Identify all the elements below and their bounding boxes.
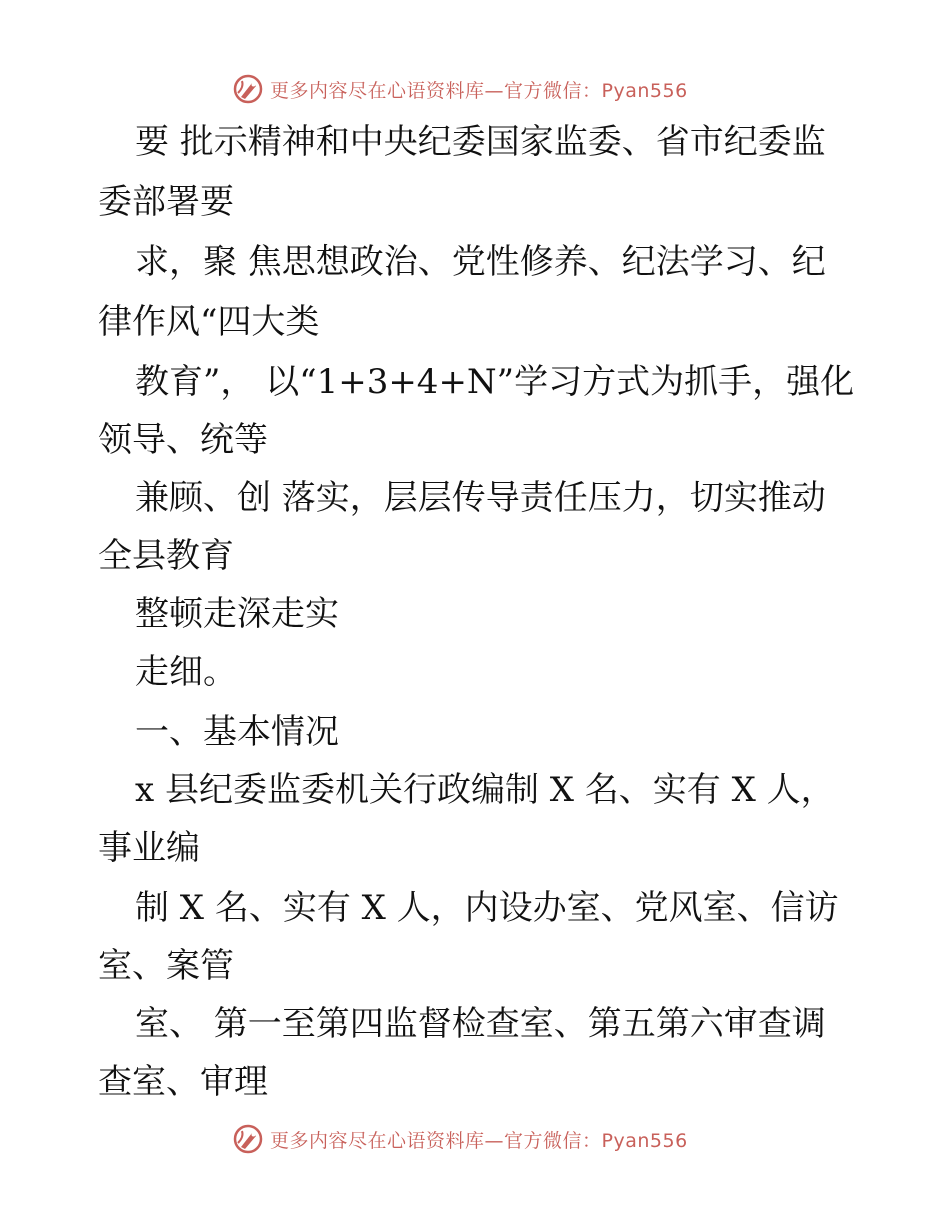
text-line: 走细。 — [135, 652, 237, 692]
text-line: 委部署要 — [98, 182, 234, 222]
text-line: 室、 第一至第四监督检查室、第五第六审查调 — [135, 1004, 826, 1044]
text-line: 教育”， 以“1+3+4+N”学习方式为抓手，强化 — [135, 362, 855, 402]
text-line: 要 批示精神和中央纪委国家监委、省市纪委监 — [135, 122, 826, 162]
text-line: 求，聚 焦思想政治、党性修养、纪法学习、纪 — [135, 242, 826, 282]
text-line: 律作风“四大类 — [98, 302, 320, 342]
text-line: x 县纪委监委机关行政编制 X 名、实有 X 人， — [135, 770, 835, 810]
header-watermark-banner — [232, 72, 752, 106]
text-line: 制 X 名、实有 X 人，内设办室、党风室、信访 — [135, 888, 839, 928]
text-line: 整顿走深走实 — [135, 594, 339, 634]
text-line: 室、案管 — [98, 946, 234, 986]
text-line: 事业编 — [98, 828, 200, 868]
text-line: 兼顾、创 落实，层层传导责任压力，切实推动 — [135, 478, 826, 518]
pen-nib-logo-icon — [232, 1123, 264, 1155]
footer-watermark-banner — [232, 1122, 752, 1156]
text-line: 查室、审理 — [98, 1062, 268, 1102]
section-heading: 一、基本情况 — [135, 712, 339, 752]
text-line: 领导、统等 — [98, 420, 268, 460]
text-line: 全县教育 — [98, 536, 234, 576]
header-watermark-text: 更多内容尽在心语资料库—官方微信：Pyan556 — [270, 79, 688, 102]
pen-nib-logo-icon — [232, 73, 264, 105]
footer-watermark-text: 更多内容尽在心语资料库—官方微信：Pyan556 — [270, 1129, 688, 1152]
